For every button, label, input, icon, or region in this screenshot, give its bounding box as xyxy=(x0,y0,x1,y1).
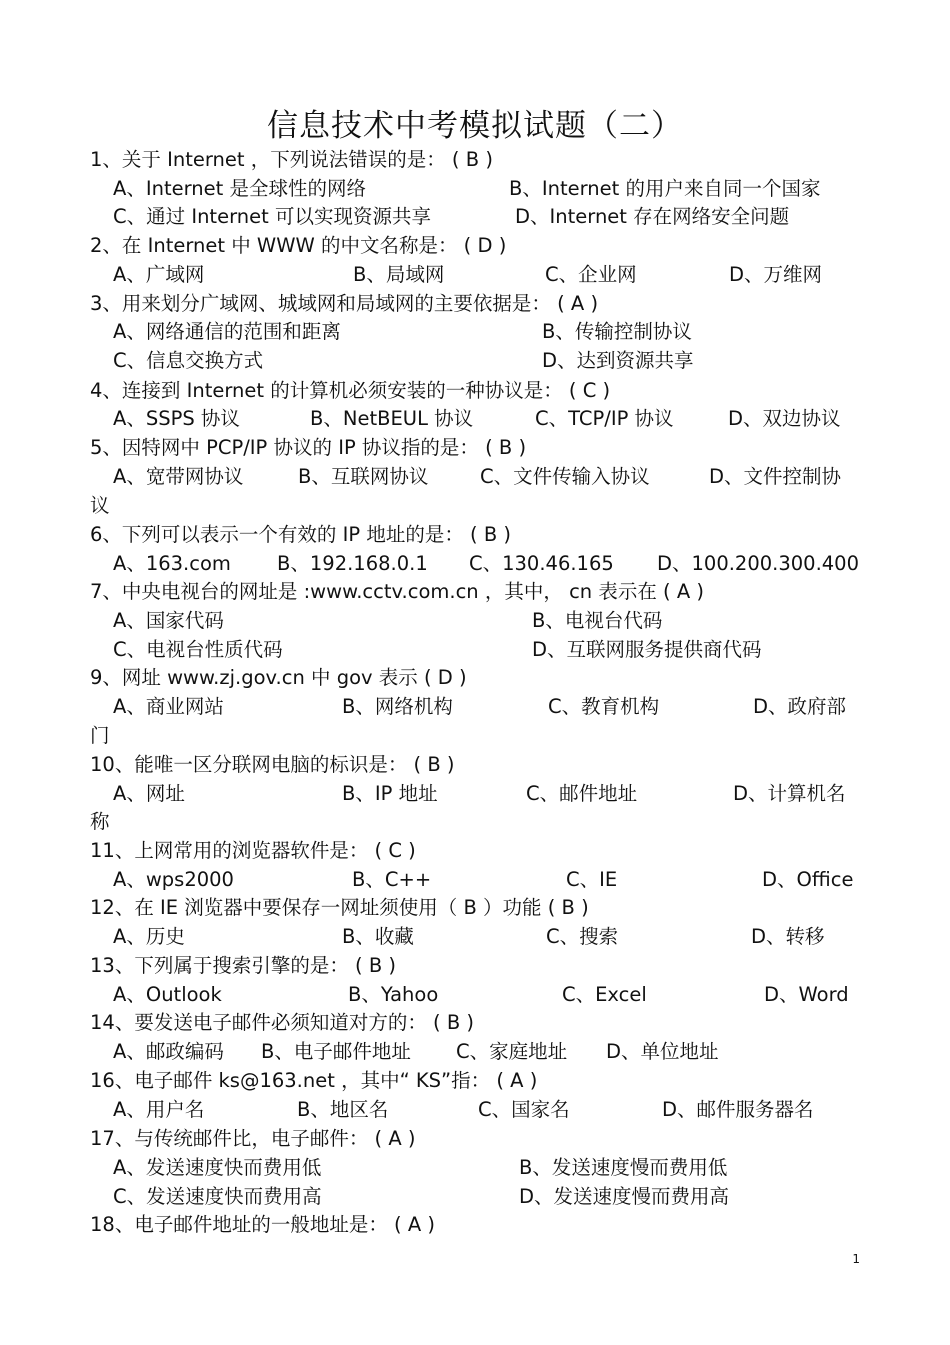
q11-option-a: A、wps2000 xyxy=(113,868,234,891)
question-12: 12、在 IE 浏览器中要保存一网址须使用（ B ）功能 ( B ) xyxy=(90,896,589,919)
question-2: 2、在 Internet 中 WWW 的中文名称是： ( D ) xyxy=(90,234,507,257)
question-16: 16、电子邮件 ks@163.net ，其中“ KS”指： ( A ) xyxy=(90,1069,538,1092)
q1-option-a: A、Internet 是全球性的网络 xyxy=(113,177,366,200)
q6-option-d: D、100.200.300.400 xyxy=(657,552,859,575)
q7-option-d: D、互联网服务提供商代码 xyxy=(532,638,762,661)
q12-option-c: C、搜索 xyxy=(546,925,619,948)
question-1: 1、关于 Internet ，下列说法错误的是： ( B ) xyxy=(90,148,493,171)
q14-option-c: C、家庭地址 xyxy=(456,1040,568,1063)
q6-option-b: B、192.168.0.1 xyxy=(277,552,428,575)
q3-option-d: D、达到资源共享 xyxy=(542,349,694,372)
q2-option-c: C、企业网 xyxy=(545,263,637,286)
q11-option-b: B、C++ xyxy=(352,868,432,891)
q12-option-b: B、收藏 xyxy=(342,925,414,948)
q9-option-c: C、教育机构 xyxy=(548,695,660,718)
q3-option-c: C、信息交换方式 xyxy=(113,349,264,372)
q14-option-a: A、邮政编码 xyxy=(113,1040,224,1063)
q4-option-b: B、NetBEUL 协议 xyxy=(310,407,474,430)
q2-option-d: D、万维网 xyxy=(729,263,823,286)
q1-option-b: B、Internet 的用户来自同一个国家 xyxy=(509,177,821,200)
q4-option-d: D、双边协议 xyxy=(728,407,841,430)
q7-option-b: B、电视台代码 xyxy=(532,609,663,632)
q12-option-d: D、转移 xyxy=(751,925,825,948)
q16-option-d: D、邮件服务器名 xyxy=(662,1098,814,1121)
q1-option-c: C、通过 Internet 可以实现资源共享 xyxy=(113,205,431,228)
q7-option-a: A、国家代码 xyxy=(113,609,224,632)
q11-option-c: C、IE xyxy=(566,868,618,891)
q11-option-d: D、Office xyxy=(762,868,854,891)
q4-option-c: C、TCP/IP 协议 xyxy=(535,407,674,430)
question-3: 3、用来划分广域网、城域网和局域网的主要依据是： ( A ) xyxy=(90,292,599,315)
q5-option-c: C、文件传输入协议 xyxy=(480,465,650,488)
q17-option-a: A、发送速度快而费用低 xyxy=(113,1156,322,1179)
q3-option-a: A、网络通信的范围和距离 xyxy=(113,320,341,343)
question-11: 11、上网常用的浏览器软件是： ( C ) xyxy=(90,839,416,862)
question-17: 17、与传统邮件比，电子邮件： ( A ) xyxy=(90,1127,416,1150)
q5-option-a: A、宽带网协议 xyxy=(113,465,244,488)
q13-option-a: A、Outlook xyxy=(113,983,222,1006)
q7-option-c: C、电视台性质代码 xyxy=(113,638,283,661)
question-18: 18、电子邮件地址的一般地址是： ( A ) xyxy=(90,1213,435,1236)
question-5: 5、因特网中 PCP/IP 协议的 IP 协议指的是： ( B ) xyxy=(90,436,527,459)
q13-option-d: D、Word xyxy=(764,983,849,1006)
question-7: 7、中央电视台的网址是 :www.cctv.com.cn ，其中， cn 表示在 ( A ) xyxy=(90,580,704,603)
question-4: 4、连接到 Internet 的计算机必须安装的一种协议是： ( C ) xyxy=(90,379,611,402)
q17-option-c: C、发送速度快而费用高 xyxy=(113,1185,322,1208)
question-10: 10、能唯一区分联网电脑的标识是： ( B ) xyxy=(90,753,455,776)
page-number: 1 xyxy=(852,1252,860,1266)
q6-option-c: C、130.46.165 xyxy=(469,552,614,575)
q10-option-d-wrap: 称 xyxy=(90,810,110,833)
q9-option-a: A、商业网站 xyxy=(113,695,224,718)
q17-option-d: D、发送速度慢而费用高 xyxy=(519,1185,730,1208)
q9-option-b: B、网络机构 xyxy=(342,695,453,718)
q14-option-d: D、单位地址 xyxy=(606,1040,719,1063)
q14-option-b: B、电子邮件地址 xyxy=(261,1040,411,1063)
q2-option-a: A、广域网 xyxy=(113,263,205,286)
q16-option-a: A、用户名 xyxy=(113,1098,205,1121)
q9-option-d: D、政府部 xyxy=(753,695,847,718)
q13-option-c: C、Excel xyxy=(562,983,647,1006)
q10-option-d: D、计算机名 xyxy=(733,782,846,805)
page-title: 信息技术中考模拟试题（二） xyxy=(267,108,683,144)
q13-option-b: B、Yahoo xyxy=(348,983,439,1006)
question-9: 9、网址 www.zj.gov.cn 中 gov 表示 ( D ) xyxy=(90,666,467,689)
q5-option-d-wrap: 议 xyxy=(90,494,110,517)
q2-option-b: B、局域网 xyxy=(353,263,445,286)
q16-option-c: C、国家名 xyxy=(478,1098,570,1121)
q5-option-d: D、文件控制协 xyxy=(709,465,842,488)
q10-option-b: B、IP 地址 xyxy=(342,782,438,805)
q5-option-b: B、互联网协议 xyxy=(298,465,429,488)
question-13: 13、下列属于搜索引擎的是： ( B ) xyxy=(90,954,397,977)
q9-option-d-wrap: 门 xyxy=(90,724,110,747)
q3-option-b: B、传输控制协议 xyxy=(542,320,692,343)
q12-option-a: A、历史 xyxy=(113,925,185,948)
q16-option-b: B、地区名 xyxy=(297,1098,389,1121)
question-6: 6、下列可以表示一个有效的 IP 地址的是： ( B ) xyxy=(90,523,512,546)
q17-option-b: B、发送速度慢而费用低 xyxy=(519,1156,728,1179)
q1-option-d: D、Internet 存在网络安全问题 xyxy=(515,205,790,228)
q10-option-c: C、邮件地址 xyxy=(526,782,638,805)
q4-option-a: A、SSPS 协议 xyxy=(113,407,240,430)
question-14: 14、要发送电子邮件必须知道对方的： ( B ) xyxy=(90,1011,475,1034)
q6-option-a: A、163.com xyxy=(113,552,231,575)
q10-option-a: A、网址 xyxy=(113,782,185,805)
